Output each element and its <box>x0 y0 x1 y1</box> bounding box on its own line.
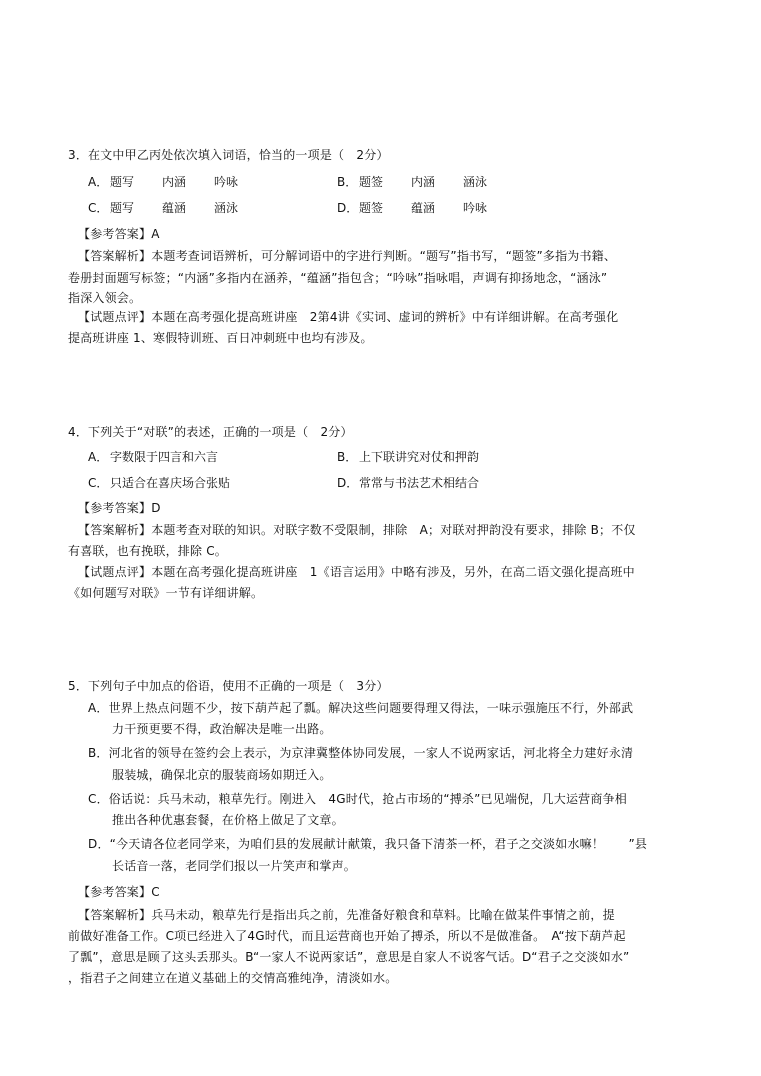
q3-stem: 3．在文中甲乙丙处依次填入词语，恰当的一项是（ 2分） <box>68 148 389 162</box>
q4-stem: 4．下列关于“对联”的表述，正确的一项是（ 2分） <box>68 425 353 439</box>
q5-option-b[interactable]: B．河北省的领导在签约会上表示，为京津冀整体协同发展，一家人不说两家话，河北将全力建好永清 <box>88 746 634 760</box>
q3-option-c[interactable]: C． 题写 蕴涵 涵泳 <box>88 201 239 215</box>
q3-analysis-line: 【答案解析】本题考查词语辨析，可分解词语中的字进行判断。“题写”指书写，“题签”多指为书籍、 <box>78 249 617 263</box>
q4-comment-line: 《如何题写对联》一节有详细讲解。 <box>68 586 264 600</box>
q5-analysis-line: 前做好准备工作。C项已经进入了4G时代，而且运营商也开始了搏杀，所以不是做准备。 A“按下葫芦起 <box>68 929 626 943</box>
q5-option-b-cont: 服装城，确保北京的服装商场如期迁入。 <box>112 768 332 782</box>
q5-analysis-line: 【答案解析】兵马未动，粮草先行是指出兵之前，先准备好粮食和草料。比喻在做某件事情之前，提 <box>78 908 615 922</box>
q5-analysis-line: ，指君子之间建立在道义基础上的交情高雅纯净，清淡如水。 <box>68 971 398 985</box>
q4-analysis-line: 【答案解析】本题考查对联的知识。对联字数不受限制，排除 A；对联对押韵没有要求，排除 B；不仅 <box>78 523 636 537</box>
q4-analysis-line: 有喜联，也有挽联，排除 C。 <box>68 544 227 558</box>
q3-analysis-line: 指深入领会。 <box>68 291 142 305</box>
q5-option-d[interactable]: D．“今天请各位老同学来，为咱们县的发展献计献策，我只备下清茶一杯，君子之交淡如水嘛！ ”县 <box>88 837 648 851</box>
q5-answer: 【参考答案】C <box>78 885 160 899</box>
q3-comment-line: 【试题点评】本题在高考强化提高班讲座 2第4讲《实词、虚词的辨析》中有详细讲解。在高考强化 <box>78 310 619 324</box>
q5-option-a[interactable]: A．世界上热点问题不少，按下葫芦起了瓢。解决这些问题要得理又得法，一味示强施压不行，外部武 <box>88 701 634 715</box>
q5-option-c[interactable]: C．俗话说：兵马未动，粮草先行。刚进入 4G时代，抢占市场的“搏杀”已见端倪，几大运营商争相 <box>88 792 627 806</box>
q4-option-a[interactable]: A． 字数限于四言和六言 <box>88 450 219 464</box>
q4-option-d[interactable]: D．常常与书法艺术相结合 <box>337 476 480 490</box>
q3-analysis-line: 卷册封面题写标签；“内涵”多指内在涵养，“蕴涵”指包含；“吟咏”指咏唱，声调有抑扬地念，“涵泳” <box>68 271 608 285</box>
q5-option-d-cont: 长话音一落，老同学们报以一片笑声和掌声。 <box>112 859 357 873</box>
q3-comment-line: 提高班讲座 1、寒假特训班、百日冲刺班中也均有涉及。 <box>68 331 373 345</box>
q4-option-c[interactable]: C． 只适合在喜庆场合张贴 <box>88 476 231 490</box>
q3-option-d[interactable]: D．题签 蕴涵 吟咏 <box>337 201 488 215</box>
q3-option-a[interactable]: A． 题写 内涵 吟咏 <box>88 175 239 189</box>
q4-comment-line: 【试题点评】本题在高考强化提高班讲座 1《语言运用》中略有涉及，另外，在高二语文强化提高班中 <box>78 565 635 579</box>
q5-analysis-line: 了瓢”，意思是顾了这头丢那头。B“一家人不说两家话”，意思是自家人不说客气话。D“君子之交淡如水” <box>68 950 630 964</box>
q4-answer: 【参考答案】D <box>78 501 161 515</box>
q5-option-c-cont: 推出各种优惠套餐，在价格上做足了文章。 <box>112 813 344 827</box>
q3-answer: 【参考答案】A <box>78 227 160 241</box>
q3-option-b[interactable]: B． 题签 内涵 涵泳 <box>337 175 488 189</box>
q5-option-a-cont: 力干预更要不得，政治解决是唯一出路。 <box>112 722 332 736</box>
q4-option-b[interactable]: B． 上下联讲究对仗和押韵 <box>337 450 480 464</box>
q5-stem: 5．下列句子中加点的俗语，使用不正确的一项是（ 3分） <box>68 679 389 693</box>
